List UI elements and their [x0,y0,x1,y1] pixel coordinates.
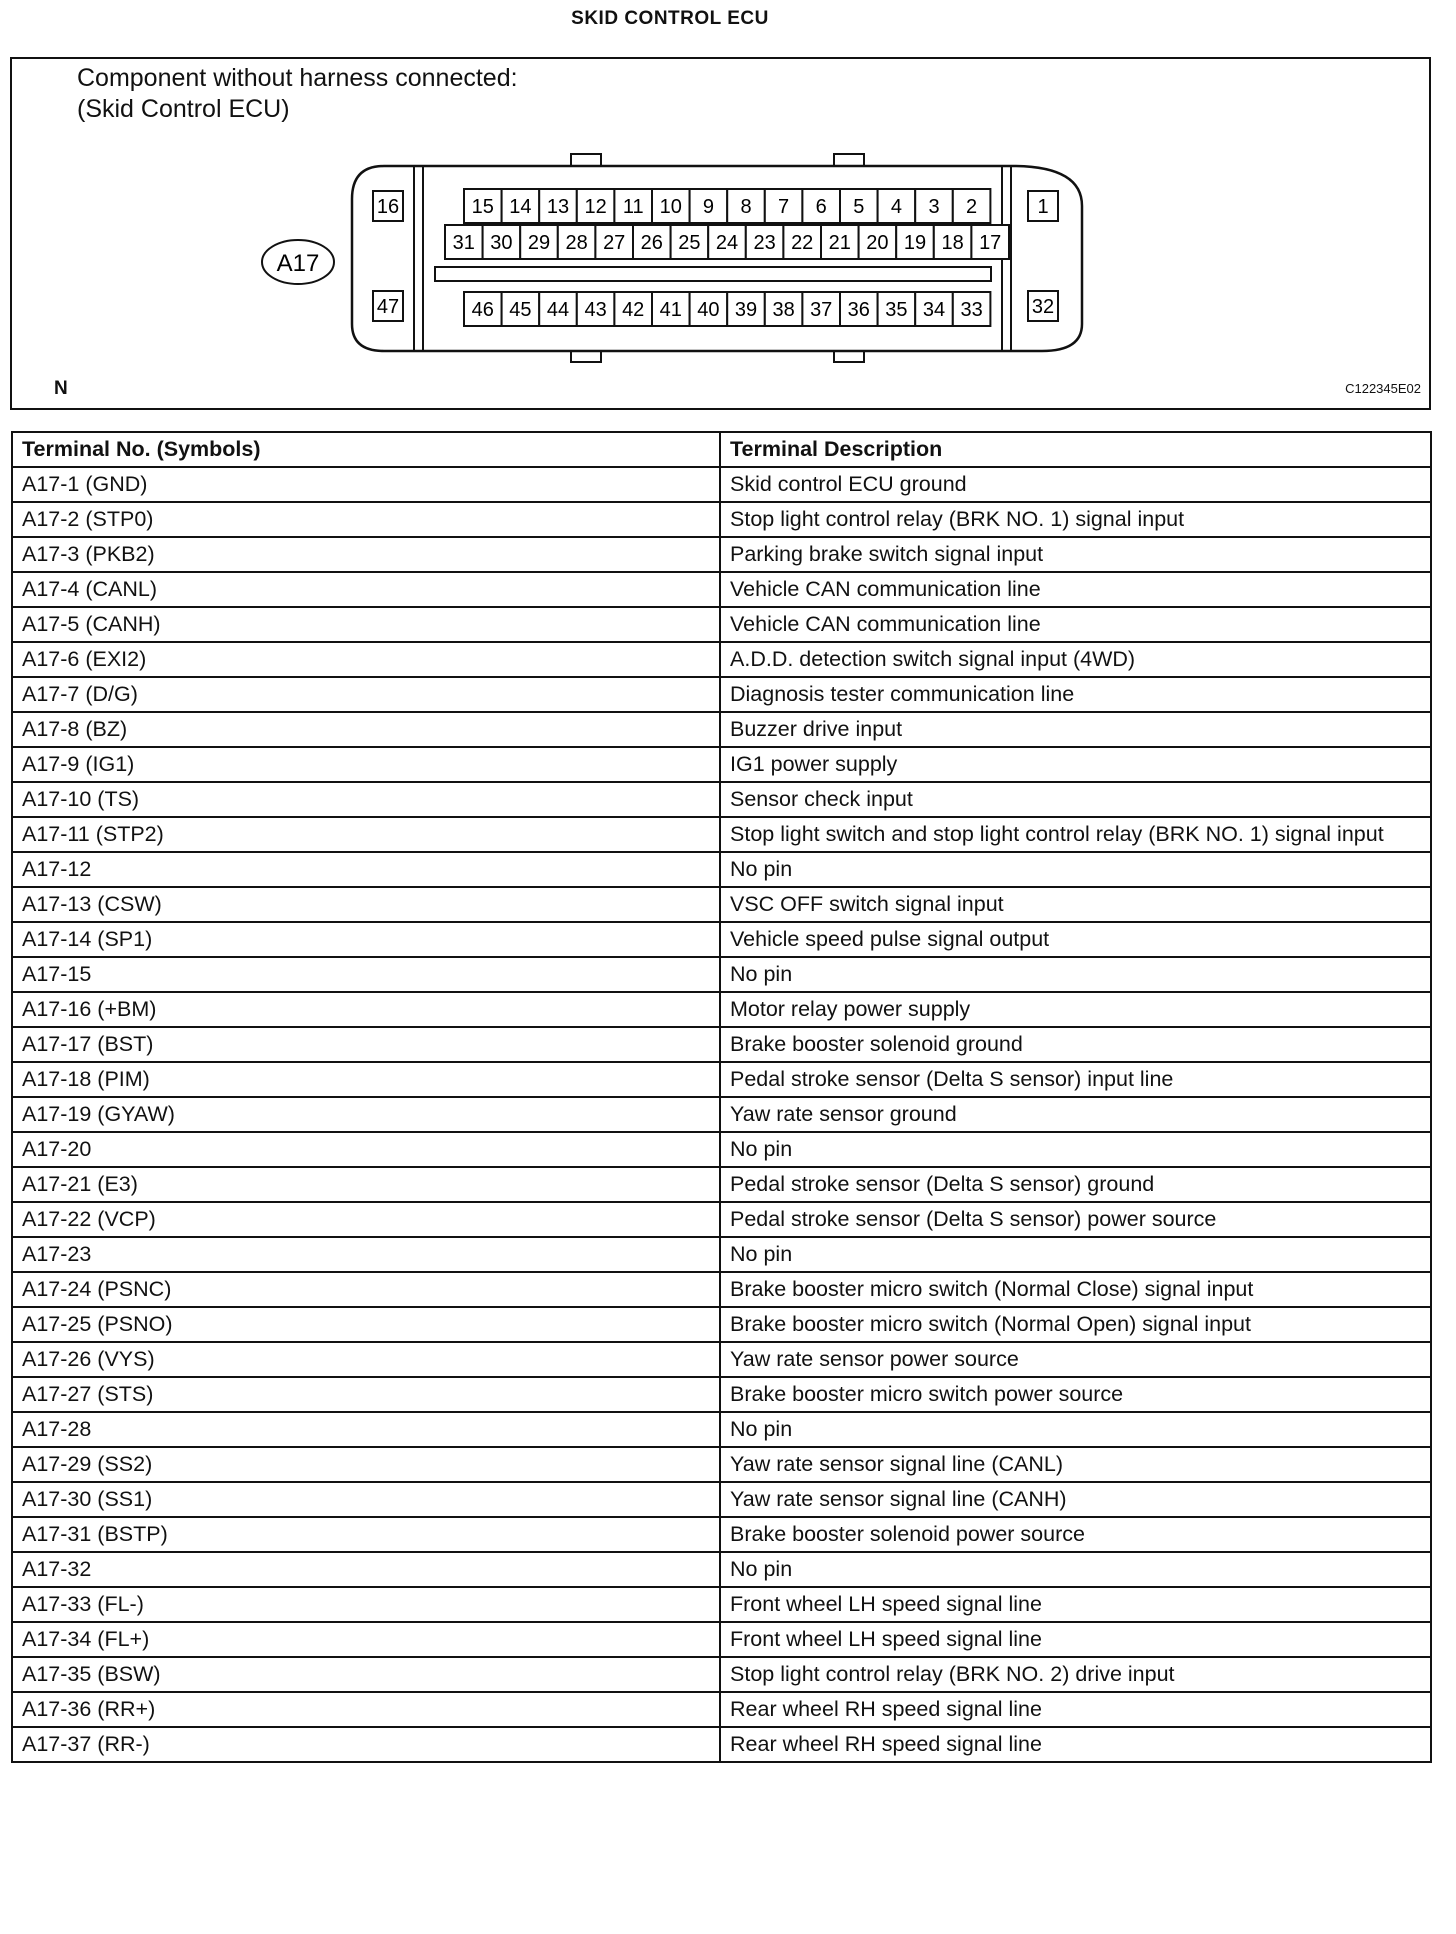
table-row [12,1622,1431,1657]
pin-number: 4 [890,196,902,218]
terminal-no-cell: A17-14 (SP1) [12,922,720,957]
pin-number: 26 [640,232,663,254]
pin-cavity [859,225,897,259]
pin-number: 24 [715,232,739,254]
table-row [12,467,1431,502]
terminal-no-cell: A17-25 (PSNO) [12,1307,720,1342]
table-row [12,1307,1431,1342]
pin-number: 13 [546,196,570,218]
table-row [12,1342,1431,1377]
table-row [12,642,1431,677]
table-row [12,1132,1431,1167]
terminal-description-cell: VSC OFF switch signal input [720,887,1431,922]
table-row [12,1167,1431,1202]
terminal-no-cell: A17-18 (PIM) [12,1062,720,1097]
table-row [12,1587,1431,1622]
pin-number: 15 [471,196,494,218]
terminal-description-cell: Brake booster solenoid power source [720,1517,1431,1552]
pin-number: 32 [1031,296,1055,318]
terminal-no-cell: A17-9 (IG1) [12,747,720,782]
pin-number: 33 [960,299,983,321]
pin-cavity [539,189,577,223]
locking-tab-bottom-left [571,351,601,362]
terminal-no-cell: A17-15 [12,957,720,992]
table-row [12,712,1431,747]
pin-cavity [464,189,502,223]
terminal-description-cell: Yaw rate sensor signal line (CANH) [720,1482,1431,1517]
table-row [12,747,1431,782]
terminal-description-cell: Vehicle CAN communication line [720,572,1431,607]
terminal-no-cell: A17-30 (SS1) [12,1482,720,1517]
table-row [12,992,1431,1027]
pin-cavity [558,225,596,259]
terminal-no-cell: A17-19 (GYAW) [12,1097,720,1132]
terminal-description-cell: Brake booster micro switch power source [720,1377,1431,1412]
pin-number: 1 [1037,196,1049,218]
caption-line-1: Component without harness connected: [77,64,518,92]
pin-cavity [690,189,728,223]
pin-cavity [373,291,403,321]
terminal-description-cell: Stop light control relay (BRK NO. 2) drive input [720,1657,1431,1692]
terminal-no-cell: A17-10 (TS) [12,782,720,817]
pin-number: 10 [659,196,682,218]
pin-cavity [934,225,972,259]
terminal-description-cell: Stop light switch and stop light control relay (BRK NO. 1) signal input [720,817,1431,852]
terminal-no-cell: A17-36 (RR+) [12,1692,720,1727]
pin-cavity [614,292,652,326]
terminal-description-cell: No pin [720,852,1431,887]
pin-cavity [502,292,540,326]
pin-number: 41 [659,299,682,321]
terminal-no-cell: A17-5 (CANH) [12,607,720,642]
locking-tab-top-left [571,154,601,166]
pin-number: 44 [546,299,570,321]
header-terminal-description: Terminal Description [720,432,1431,467]
table-row [12,1202,1431,1237]
pin-number: 17 [979,232,1002,254]
pin-number: 14 [509,196,532,218]
terminal-no-cell: A17-7 (D/G) [12,677,720,712]
pin-cavity [765,189,803,223]
pin-cavity [765,292,803,326]
pin-cavity [727,292,765,326]
pin-cavity [783,225,821,259]
pin-number: 38 [772,299,795,321]
page-title: SKID CONTROL ECU [571,8,769,29]
terminal-description-cell: Vehicle speed pulse signal output [720,922,1431,957]
pin-cavity [708,225,746,259]
terminal-no-cell: A17-3 (PKB2) [12,537,720,572]
pin-cavity [821,225,859,259]
terminal-description-cell: Rear wheel RH speed signal line [720,1727,1431,1762]
terminal-no-cell: A17-29 (SS2) [12,1447,720,1482]
terminal-no-cell: A17-8 (BZ) [12,712,720,747]
terminal-description-cell: No pin [720,1412,1431,1447]
table-row [12,607,1431,642]
connector-drawing [12,59,1429,408]
pin-cavity [1028,291,1058,321]
table-row [12,572,1431,607]
pin-number: 39 [734,299,758,321]
terminal-description-cell: Front wheel LH speed signal line [720,1622,1431,1657]
terminal-no-cell: A17-26 (VYS) [12,1342,720,1377]
terminal-no-cell: A17-13 (CSW) [12,887,720,922]
terminal-no-cell: A17-32 [12,1552,720,1587]
terminal-description-cell: Rear wheel RH speed signal line [720,1692,1431,1727]
terminal-no-cell: A17-4 (CANL) [12,572,720,607]
table-row [12,1272,1431,1307]
pin-cavity [915,189,953,223]
locking-tab-bottom-right [834,351,864,362]
terminal-no-cell: A17-37 (RR-) [12,1727,720,1762]
terminal-description-cell: Yaw rate sensor signal line (CANL) [720,1447,1431,1482]
terminal-no-cell: A17-1 (GND) [12,467,720,502]
terminal-description-cell: Diagnosis tester communication line [720,677,1431,712]
terminal-description-cell: No pin [720,1552,1431,1587]
pin-number: 22 [791,232,814,254]
terminal-description-cell: Pedal stroke sensor (Delta S sensor) ground [720,1167,1431,1202]
pin-number: 42 [622,299,645,321]
terminal-description-cell: Vehicle CAN communication line [720,607,1431,642]
table-row [12,502,1431,537]
terminal-description-cell: Pedal stroke sensor (Delta S sensor) input line [720,1062,1431,1097]
pin-number: 18 [941,232,964,254]
terminal-no-cell: A17-12 [12,852,720,887]
connector-label: A17 [276,250,320,277]
pin-number: 28 [565,232,588,254]
header-terminal-no: Terminal No. (Symbols) [12,432,720,467]
pin-number: 30 [490,232,513,254]
pin-cavity [539,292,577,326]
pin-number: 9 [702,196,714,218]
table-row [12,1692,1431,1727]
table-row [12,1027,1431,1062]
terminal-table [11,431,1432,1763]
pin-number: 11 [622,196,644,218]
pin-cavity [652,292,690,326]
pin-cavity [577,292,615,326]
terminal-description-cell: IG1 power supply [720,747,1431,782]
pin-cavity [878,292,916,326]
guide-bar [435,267,991,281]
terminal-description-cell: Buzzer drive input [720,712,1431,747]
pin-layer [373,189,1058,326]
pin-number: 34 [922,299,946,321]
table-row [12,957,1431,992]
pin-cavity [840,189,878,223]
table-row [12,887,1431,922]
pin-cavity [652,189,690,223]
pin-number: 6 [815,196,827,218]
pin-number: 21 [828,232,851,254]
pin-cavity [915,292,953,326]
table-header-row [12,432,1431,467]
terminal-description-cell: Parking brake switch signal input [720,537,1431,572]
pin-cavity [502,189,540,223]
pin-cavity [690,292,728,326]
pin-cavity [483,225,521,259]
terminal-no-cell: A17-34 (FL+) [12,1622,720,1657]
terminal-no-cell: A17-31 (BSTP) [12,1517,720,1552]
pin-number: 29 [527,232,551,254]
table-row [12,1552,1431,1587]
terminal-description-cell: A.D.D. detection switch signal input (4WD) [720,642,1431,677]
terminal-no-cell: A17-22 (VCP) [12,1202,720,1237]
table-row [12,1517,1431,1552]
pin-cavity [746,225,784,259]
pin-cavity [971,225,1009,259]
pin-cavity [577,189,615,223]
terminal-no-cell: A17-11 (STP2) [12,817,720,852]
pin-number: 12 [584,196,607,218]
table-row [12,1727,1431,1762]
terminal-description-cell: Skid control ECU ground [720,467,1431,502]
terminal-no-cell: A17-17 (BST) [12,1027,720,1062]
terminal-description-cell: Motor relay power supply [720,992,1431,1027]
pin-number: 47 [376,296,400,318]
pin-number: 8 [740,196,752,218]
pin-cavity [633,225,671,259]
pin-cavity [520,225,558,259]
pin-number: 31 [452,232,475,254]
pin-number: 20 [866,232,889,254]
pin-number: 16 [376,196,400,218]
figure-code: C122345E02 [1345,381,1421,396]
table-row [12,1377,1431,1412]
pin-cavity [445,225,483,259]
table-row [12,1412,1431,1447]
terminal-no-cell: A17-20 [12,1132,720,1167]
table-row [12,1447,1431,1482]
terminal-no-cell: A17-6 (EXI2) [12,642,720,677]
pin-cavity [840,292,878,326]
table-row [12,1482,1431,1517]
pin-cavity [953,292,991,326]
terminal-no-cell: A17-33 (FL-) [12,1587,720,1622]
terminal-description-cell: No pin [720,1237,1431,1272]
pin-cavity [1028,191,1058,221]
view-label: N [54,378,68,399]
table-row [12,1097,1431,1132]
pin-number: 35 [885,299,908,321]
pin-cavity [878,189,916,223]
terminal-description-cell: Front wheel LH speed signal line [720,1587,1431,1622]
terminal-no-cell: A17-21 (E3) [12,1167,720,1202]
pin-number: 27 [603,232,626,254]
terminal-description-cell: Brake booster solenoid ground [720,1027,1431,1062]
terminal-no-cell: A17-35 (BSW) [12,1657,720,1692]
table-row [12,852,1431,887]
pin-number: 2 [966,196,978,218]
pin-number: 43 [584,299,607,321]
pin-cavity [896,225,934,259]
terminal-no-cell: A17-2 (STP0) [12,502,720,537]
pin-cavity [671,225,709,259]
terminal-description-cell: Brake booster micro switch (Normal Close) signal input [720,1272,1431,1307]
terminal-description-cell: No pin [720,957,1431,992]
pin-number: 5 [853,196,865,218]
pin-number: 37 [810,299,833,321]
pin-number: 40 [697,299,720,321]
pin-cavity [595,225,633,259]
pin-cavity [802,189,840,223]
terminal-no-cell: A17-23 [12,1237,720,1272]
caption-line-2: (Skid Control ECU) [77,95,290,123]
table-row [12,537,1431,572]
pin-number: 46 [471,299,494,321]
terminal-no-cell: A17-24 (PSNC) [12,1272,720,1307]
locking-tab-top-right [834,154,864,166]
terminal-description-cell: Yaw rate sensor ground [720,1097,1431,1132]
pin-number: 45 [509,299,532,321]
terminal-no-cell: A17-28 [12,1412,720,1447]
pin-number: 36 [847,299,870,321]
pin-cavity [727,189,765,223]
pin-cavity [614,189,652,223]
terminal-no-cell: A17-27 (STS) [12,1377,720,1412]
table-row [12,782,1431,817]
pin-cavity [802,292,840,326]
terminal-description-cell: Sensor check input [720,782,1431,817]
table-row [12,817,1431,852]
connector-diagram [10,57,1431,410]
pin-number: 3 [928,196,940,218]
pin-number: 19 [903,232,927,254]
terminal-description-cell: No pin [720,1132,1431,1167]
pin-number: 7 [778,196,790,218]
table-row [12,677,1431,712]
terminal-description-cell: Stop light control relay (BRK NO. 1) signal input [720,502,1431,537]
table-row [12,1657,1431,1692]
pin-cavity [953,189,991,223]
pin-number: 25 [678,232,701,254]
terminal-description-cell: Pedal stroke sensor (Delta S sensor) power source [720,1202,1431,1237]
table-row [12,1237,1431,1272]
pin-number: 23 [753,232,776,254]
pin-cavity [373,191,403,221]
terminal-description-cell: Brake booster micro switch (Normal Open) signal input [720,1307,1431,1342]
pin-cavity [464,292,502,326]
table-row [12,1062,1431,1097]
terminal-no-cell: A17-16 (+BM) [12,992,720,1027]
table-row [12,922,1431,957]
terminal-description-cell: Yaw rate sensor power source [720,1342,1431,1377]
